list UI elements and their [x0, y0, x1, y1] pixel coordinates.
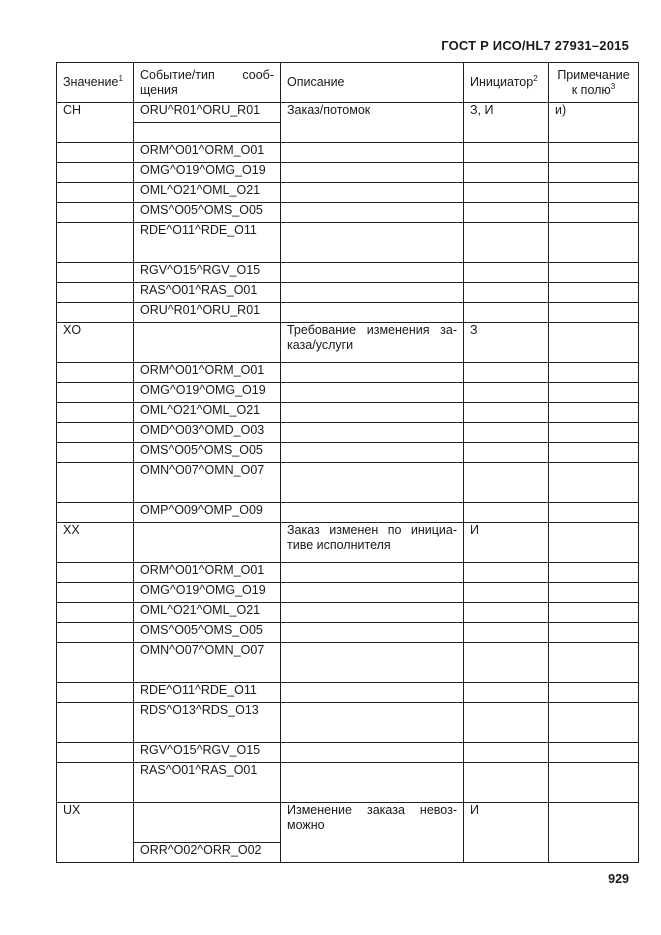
- event-cell: RGV^O15^RGV_O15: [134, 743, 281, 763]
- initiator-cell: И: [464, 803, 549, 863]
- initiator-cell: И: [464, 523, 549, 563]
- event-cell: OML^O21^OML_O21: [134, 183, 281, 203]
- event-cell: OMP^O09^OMP_O09: [134, 503, 281, 523]
- event-cell: OMS^O05^OMS_O05: [134, 203, 281, 223]
- note-cell: [549, 323, 639, 363]
- table-row: [57, 363, 639, 383]
- event-cell: OMG^O19^OMG_O19: [134, 163, 281, 183]
- table-row: [57, 743, 639, 763]
- event-cell: OMG^O19^OMG_O19: [134, 583, 281, 603]
- table-row: [57, 263, 639, 283]
- table-row: [57, 323, 639, 363]
- table-header-row: [57, 63, 639, 103]
- table-row: [57, 643, 639, 683]
- header-initiator: Инициатор$^2$: [464, 63, 549, 103]
- table-row: [57, 683, 639, 703]
- event-cell: OMN^O07^OMN_O07: [134, 643, 281, 683]
- header-value: Значение$^1$: [57, 63, 134, 103]
- event-cell: ORM^O01^ORM_O01: [134, 143, 281, 163]
- header-note: Примечание к полю$^3$: [549, 63, 639, 103]
- description-cell: Требование изменения за- каза/услуги: [281, 323, 464, 363]
- table-row: [57, 503, 639, 523]
- event-cell: RAS^O01^RAS_O01: [134, 763, 281, 803]
- event-cell: OMS^O05^OMS_O05: [134, 443, 281, 463]
- table-row: [57, 183, 639, 203]
- note-cell: и): [549, 103, 639, 143]
- table-row: [57, 583, 639, 603]
- table-row: [57, 423, 639, 443]
- table-row: [57, 443, 639, 463]
- description-cell: Заказ изменен по инициа- тиве исполнителя: [281, 523, 464, 563]
- page-number: 929: [608, 872, 629, 886]
- event-cell: RDE^O11^RDE_O11: [134, 223, 281, 263]
- document-header: ГОСТ Р ИСО/HL7 27931–2015: [441, 38, 629, 53]
- table-row: [57, 403, 639, 423]
- events-table: [56, 62, 639, 863]
- event-cell: RAS^O01^RAS_O01: [134, 283, 281, 303]
- event-cell: [134, 803, 281, 843]
- table-row: [57, 603, 639, 623]
- table-row: [57, 143, 639, 163]
- event-cell: ORM^O01^ORM_O01: [134, 563, 281, 583]
- event-cell: ORR^O02^ORR_O02: [134, 843, 281, 863]
- table-row: [57, 223, 639, 263]
- initiator-cell: З: [464, 323, 549, 363]
- table-row: [57, 203, 639, 223]
- table-row: [57, 163, 639, 183]
- table-row: [57, 563, 639, 583]
- value-cell: UX: [57, 803, 134, 863]
- event-cell: OML^O21^OML_O21: [134, 603, 281, 623]
- table-row: [57, 383, 639, 403]
- event-cell: OMD^O03^OMD_O03: [134, 423, 281, 443]
- event-cell: OMS^O05^OMS_O05: [134, 623, 281, 643]
- table-row: [57, 103, 639, 123]
- description-cell: Изменение заказа невоз- можно: [281, 803, 464, 863]
- event-cell: OMG^O19^OMG_O19: [134, 383, 281, 403]
- description-cell: Заказ/потомок: [281, 103, 464, 143]
- table-row: [57, 523, 639, 563]
- table-row: [57, 803, 639, 823]
- event-cell: RDE^O11^RDE_O11: [134, 683, 281, 703]
- event-cell: OML^O21^OML_O21: [134, 403, 281, 423]
- value-cell: CH: [57, 103, 134, 143]
- table-row: [57, 763, 639, 803]
- table-row: [57, 623, 639, 643]
- event-cell: ORM^O01^ORM_O01: [134, 363, 281, 383]
- event-cell: ORU^R01^ORU_R01: [134, 103, 281, 123]
- table-row: [57, 283, 639, 303]
- note-cell: [549, 523, 639, 563]
- table-row: [57, 703, 639, 743]
- event-cell: RDS^O13^RDS_O13: [134, 703, 281, 743]
- event-cell: ORU^R01^ORU_R01: [134, 303, 281, 323]
- value-cell: XO: [57, 323, 134, 363]
- table-row: [57, 463, 639, 503]
- table-row: [57, 303, 639, 323]
- event-cell: [134, 523, 281, 563]
- initiator-cell: З, И: [464, 103, 549, 143]
- value-cell: XX: [57, 523, 134, 563]
- event-cell: [134, 323, 281, 363]
- event-cell: OMN^O07^OMN_O07: [134, 463, 281, 503]
- header-event: Событие/тип сооб- щения: [134, 63, 281, 103]
- event-cell: RGV^O15^RGV_O15: [134, 263, 281, 283]
- event-cell: [134, 123, 281, 143]
- note-cell: [549, 803, 639, 863]
- header-description: Описание: [281, 63, 464, 103]
